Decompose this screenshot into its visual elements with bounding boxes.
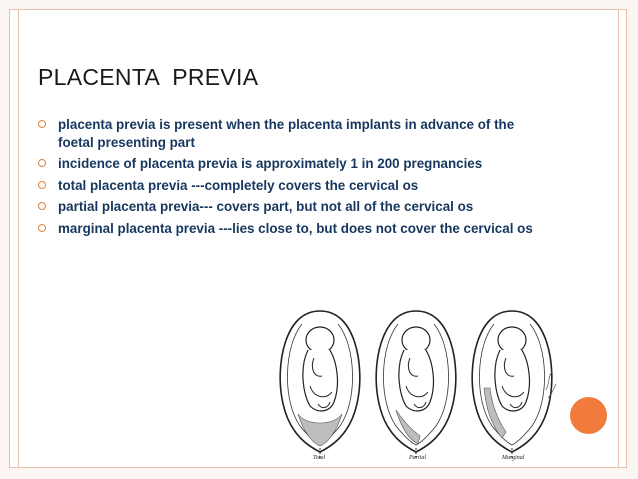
slide-title: PLACENTA PREVIA xyxy=(38,64,259,90)
hollow-circle-bullet-icon xyxy=(38,120,46,128)
bullet-item xyxy=(38,198,548,216)
bullet-item xyxy=(38,177,548,195)
uterus-diagram-marginal xyxy=(472,311,556,460)
right-margin-rule xyxy=(618,9,619,468)
bullet-list xyxy=(38,116,548,241)
bullet-text: marginal placenta previa ---lies close to, but does not cover the cervical os xyxy=(58,220,533,236)
uterus-diagram-partial xyxy=(376,311,456,460)
bullet-item xyxy=(38,155,548,173)
label-total: Total xyxy=(313,455,326,461)
bullet-item xyxy=(38,220,548,238)
bullet-text: total placenta previa ---completely covers the cervical os xyxy=(58,177,419,193)
label-marginal: Marginal xyxy=(502,455,525,461)
bullet-item xyxy=(38,116,548,151)
hollow-circle-bullet-icon xyxy=(38,159,46,167)
uterus-diagram-total xyxy=(280,311,360,460)
hollow-circle-bullet-icon xyxy=(38,181,46,189)
placenta-previa-illustration xyxy=(270,302,560,462)
bullet-text: partial placenta previa--- covers part, but not all of the cervical os xyxy=(58,199,474,214)
hollow-circle-bullet-icon xyxy=(38,224,46,232)
left-margin-rule xyxy=(18,9,19,468)
hollow-circle-bullet-icon xyxy=(38,202,46,210)
orange-circle-icon xyxy=(570,397,607,434)
label-partial: Partial xyxy=(409,455,427,461)
bullet-text: incidence of placenta previa is approximately 1 in 200 pregnancies xyxy=(58,156,483,171)
bullet-text: placenta previa is present when the placenta implants in advance of the foetal presenting part xyxy=(58,117,515,150)
